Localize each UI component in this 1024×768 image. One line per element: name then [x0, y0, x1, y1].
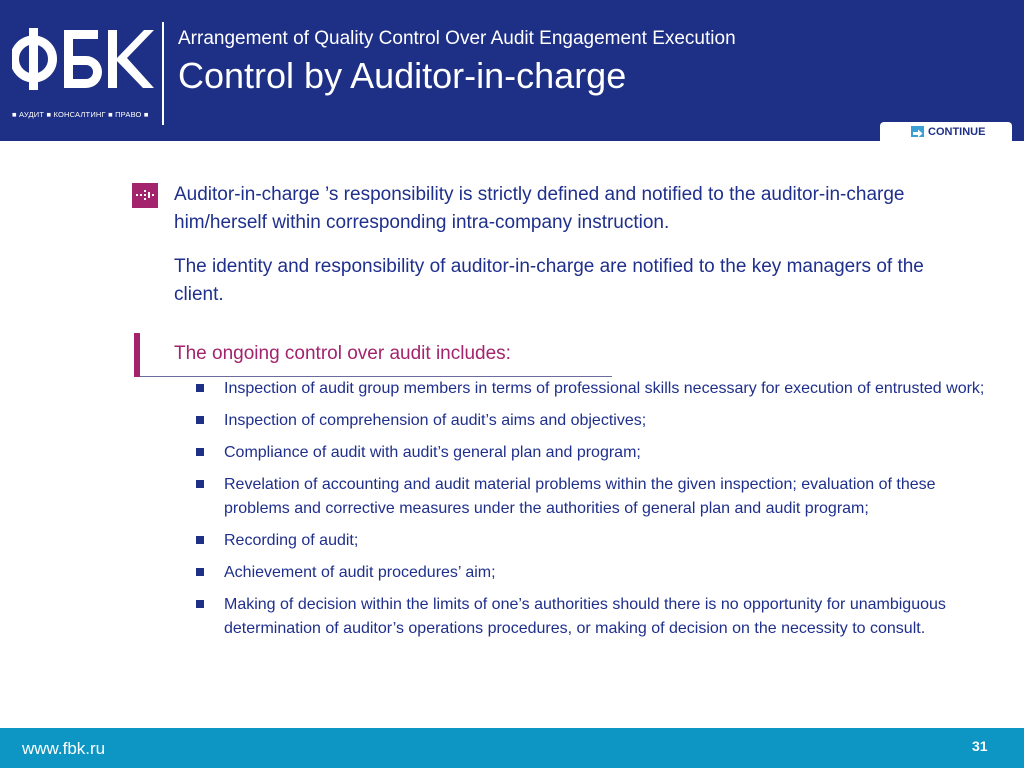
list-item-text: Recording of audit; [224, 532, 359, 549]
fbk-logo [12, 28, 154, 90]
arrow-right-icon [911, 126, 924, 137]
square-bullet-icon [196, 600, 204, 608]
square-bullet-icon [196, 384, 204, 392]
logo-tagline: ■ АУДИТ ■ КОНСАЛТИНГ ■ ПРАВО ■ [12, 110, 149, 119]
list-item-text: Inspection of comprehension of audit’s aims and objectives; [224, 412, 647, 429]
slide-subtitle: Arrangement of Quality Control Over Audit Engagement Execution [178, 28, 736, 49]
list-item [196, 409, 986, 433]
list-item-text: Inspection of audit group members in terms of professional skills necessary for execution of entrusted work; [224, 380, 985, 397]
slide-header [0, 0, 1024, 141]
list-item [196, 529, 986, 553]
arrow-bullet-icon [132, 183, 158, 208]
intro-paragraph-identity: The identity and responsibility of auditor-in-charge are notified to the key managers of the client. [174, 256, 924, 305]
list-item [196, 561, 986, 585]
intro-paragraph-responsibility: Auditor-in-charge ’s responsibility is strictly defined and notified to the auditor-in-charge him/herself within corresponding intra-company instruction. [174, 184, 905, 233]
continue-button[interactable] [880, 122, 1012, 141]
section-accent-bar [134, 333, 140, 377]
slide-title: Control by Auditor-in-charge [178, 55, 627, 96]
control-items-list [196, 377, 986, 649]
list-item [196, 441, 986, 465]
list-item-text: Compliance of audit with audit’s general plan and program; [224, 444, 641, 461]
square-bullet-icon [196, 448, 204, 456]
square-bullet-icon [196, 536, 204, 544]
list-item-text: Making of decision within the limits of one’s authorities should there is no opportunity for unambiguous determination of auditor’s operations procedures, or making of decision on the necessity to consult. [224, 596, 946, 637]
list-item [196, 593, 986, 641]
slide-footer [0, 728, 1024, 768]
header-divider [162, 22, 164, 125]
list-item [196, 377, 986, 401]
square-bullet-icon [196, 480, 204, 488]
section-heading: The ongoing control over audit includes: [174, 343, 511, 364]
square-bullet-icon [196, 568, 204, 576]
list-item-text: Revelation of accounting and audit material problems within the given inspection; evaluation of these problems and corrective measures under the authorities of general plan and audit program; [224, 476, 936, 517]
square-bullet-icon [196, 416, 204, 424]
page-number: 31 [972, 738, 988, 754]
list-item-text: Achievement of audit procedures’ aim; [224, 564, 496, 581]
continue-label: CONTINUE [928, 125, 986, 138]
list-item [196, 473, 986, 521]
website-link[interactable]: www.fbk.ru [22, 739, 106, 758]
